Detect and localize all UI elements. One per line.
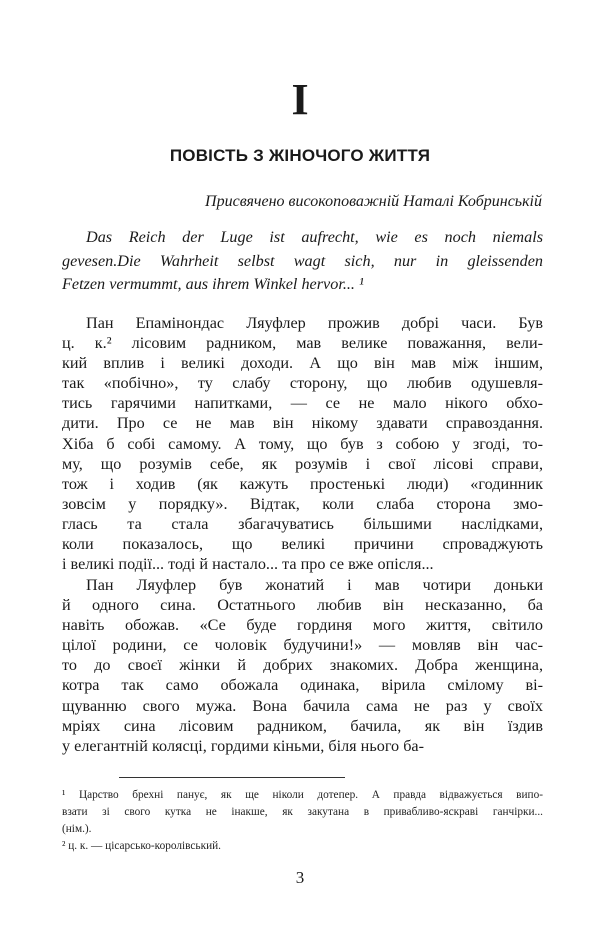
epigraph	[62, 226, 543, 297]
text-line: кий вплив і великі доходи. А що він мав між іншим,	[62, 354, 543, 373]
text-line: котра так само обожала одинака, вірила смілому ві-	[62, 676, 543, 695]
text-line: тись гарячими напитками, — се не мало нікого обхо-	[62, 394, 543, 413]
text-line: ц. к.² лісовим радником, мав велике поважання, вели-	[62, 334, 543, 353]
text-line: тож і ходив (як кажуть простенькі люди) «годинник	[62, 474, 543, 493]
footnote-line: (нім.).	[62, 823, 92, 835]
chapter-number: I	[291, 75, 309, 124]
text-line: gevesen.Die Wahrheit selbst wagt sich, nur in gleissenden	[62, 251, 543, 270]
paragraph	[62, 575, 543, 756]
text-line: то до своєї жінки й добрих знакомих. Добра женщина,	[62, 656, 543, 675]
text-line: глась та стала збагачуватись більшими наслідками,	[62, 514, 543, 533]
text-line: Das Reich der Luge ist aufrecht, wie es noch niemals	[86, 228, 543, 246]
paragraph	[62, 313, 543, 574]
text-line: у елегантній колясці, гордими кіньми, біля нього ба-	[62, 736, 425, 755]
text-line: цілої родини, се чоловік будучини!» — мовляв він час-	[62, 636, 543, 655]
footnote-line: ² ц. к. — цісарсько-королівський.	[62, 840, 221, 852]
text-line: і великі події... тоді й настало... та про се вже опісля...	[62, 555, 434, 574]
text-line: дити. Про се не мав він нікому здавати справоздання.	[62, 414, 543, 433]
text-line: щуванню свого мужа. Вона бачила сама не раз у своїх	[62, 696, 543, 715]
text-line: мріях сина лісовим радником, бачила, як він їздив	[62, 716, 543, 735]
text-line: коли показалось, що великі причини спроваджують	[62, 535, 543, 554]
text-line: Хіба б собі самому. А тому, що був з собою у згоді, то-	[62, 434, 543, 453]
text-line: Пан Епамінондас Ляуфлер прожив добрі часи. Був	[86, 314, 543, 332]
text-line: му, що розумів себе, як розумів і свої лісові справи,	[62, 454, 543, 473]
text-line: й одного сина. Остатнього любив він несказанно, ба	[62, 596, 543, 615]
text-line: зовсім у порядку». Відтак, коли слаба сторона змо-	[62, 494, 543, 513]
chapter-title: ПОВІСТЬ З ЖІНОЧОГО ЖИТТЯ	[169, 146, 431, 165]
footnote-line: взати зі свого кутка не інакше, як закутана в привабливо-яскраві ганчірки...	[62, 806, 543, 818]
dedication: Присвячено високоповажній Наталі Кобринській	[205, 193, 542, 210]
text-line: навіть обожав. «Се буде гординя мого життя, світило	[62, 616, 543, 635]
footnotes	[62, 787, 543, 855]
footnote-line: ¹ Царство брехні панує, як ще ніколи дотепер. А правда відважується випо-	[62, 789, 543, 801]
page-number: 3	[295, 868, 305, 887]
text-line: Пан Ляуфлер був жонатий і мав чотири доньки	[86, 576, 543, 594]
text-line: Fetzen vermummt, aus ihrem Winkel hervor... ¹	[62, 275, 364, 293]
footnote-divider	[119, 777, 345, 778]
text-line: так «побічно», ту слабу сторону, що любив одушевля-	[62, 374, 543, 393]
